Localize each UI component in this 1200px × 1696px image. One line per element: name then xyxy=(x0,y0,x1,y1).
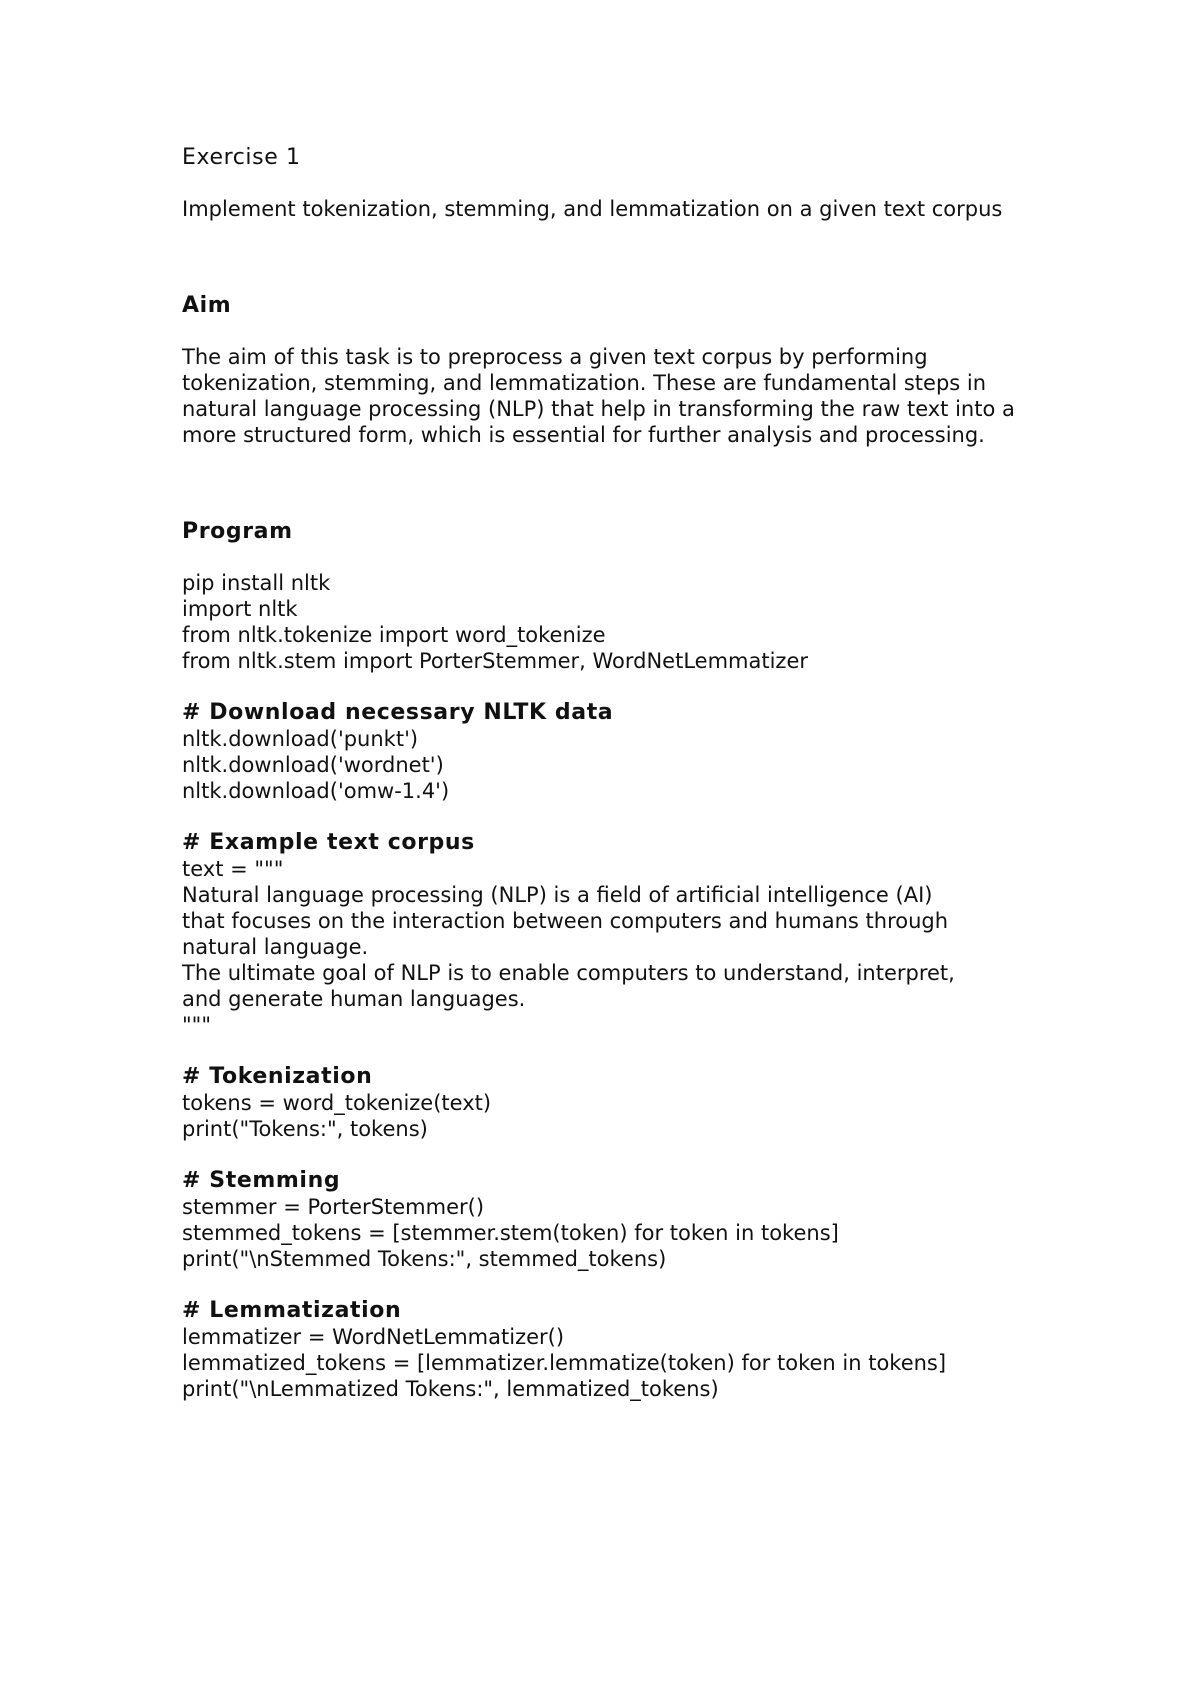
code-line: pip install nltk xyxy=(182,571,331,595)
code-line: nltk.download('punkt') xyxy=(182,727,419,751)
code-comment: # Lemmatization xyxy=(182,1298,402,1323)
code-comment: # Download necessary NLTK data xyxy=(182,700,614,725)
exercise-subtitle: Implement tokenization, stemming, and lemmatization on a given text corpus xyxy=(182,197,1003,221)
code-line: stemmed_tokens = [stemmer.stem(token) for token in tokens] xyxy=(182,1221,839,1245)
code-line: print("\nLemmatized Tokens:", lemmatized_tokens) xyxy=(182,1377,719,1401)
code-line: and generate human languages. xyxy=(182,987,526,1011)
document-page xyxy=(182,144,1042,1428)
code-line: nltk.download('omw-1.4') xyxy=(182,779,450,803)
aim-heading: Aim xyxy=(182,293,232,318)
code-line: tokens = word_tokenize(text) xyxy=(182,1091,492,1115)
exercise-title: Exercise 1 xyxy=(182,145,301,170)
code-line: text = """ xyxy=(182,857,284,881)
code-line: nltk.download('wordnet') xyxy=(182,753,444,777)
code-comment: # Tokenization xyxy=(182,1064,373,1089)
code-line: lemmatizer = WordNetLemmatizer() xyxy=(182,1325,565,1349)
code-line: import nltk xyxy=(182,597,298,621)
code-block xyxy=(182,570,1042,674)
code-block xyxy=(182,830,1042,1038)
program-heading: Program xyxy=(182,519,293,544)
code-comment: # Stemming xyxy=(182,1168,341,1193)
code-line: from nltk.tokenize import word_tokenize xyxy=(182,623,606,647)
program-code xyxy=(182,570,1042,1402)
code-line: print("\nStemmed Tokens:", stemmed_tokens) xyxy=(182,1247,667,1271)
code-line: from nltk.stem import PorterStemmer, WordNetLemmatizer xyxy=(182,649,809,673)
code-block xyxy=(182,700,1042,804)
code-line: Natural language processing (NLP) is a field of artificial intelligence (AI) xyxy=(182,883,933,907)
code-block xyxy=(182,1298,1042,1402)
code-block xyxy=(182,1064,1042,1142)
code-line: stemmer = PorterStemmer() xyxy=(182,1195,485,1219)
code-comment: # Example text corpus xyxy=(182,830,475,855)
code-line: print("Tokens:", tokens) xyxy=(182,1117,428,1141)
code-line: """ xyxy=(182,1013,211,1037)
code-line: The ultimate goal of NLP is to enable computers to understand, interpret, xyxy=(182,961,955,985)
code-line: natural language. xyxy=(182,935,369,959)
aim-paragraph: The aim of this task is to preprocess a given text corpus by performing tokenization, stemming, and lemmatization. These are fundamental steps in natural language processing (NLP) that help in transforming the raw text into a more structured form, which is essential for further analysis and processing. xyxy=(182,345,1015,447)
code-block xyxy=(182,1168,1042,1272)
code-line: lemmatized_tokens = [lemmatizer.lemmatize(token) for token in tokens] xyxy=(182,1351,947,1375)
code-line: that focuses on the interaction between computers and humans through xyxy=(182,909,949,933)
